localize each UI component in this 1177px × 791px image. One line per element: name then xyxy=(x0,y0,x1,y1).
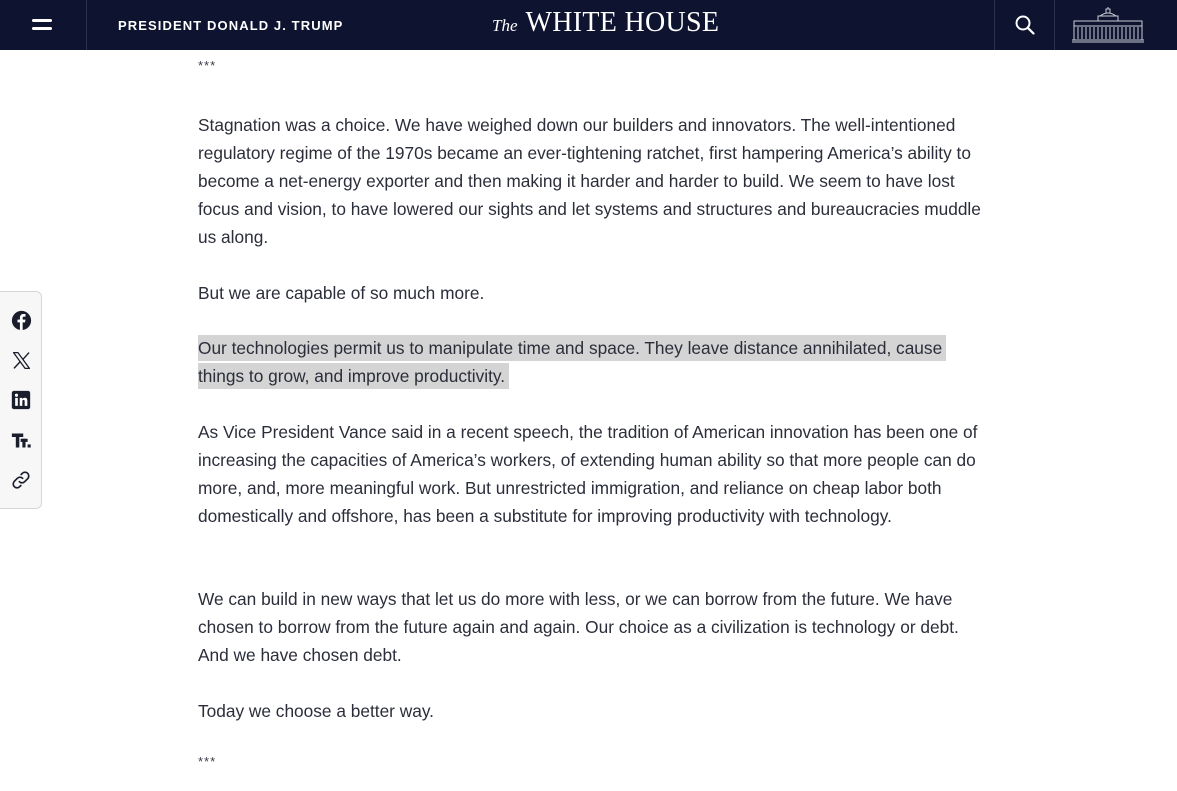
site-header xyxy=(0,0,1177,50)
section-separator: *** xyxy=(198,754,217,769)
copy-link-button[interactable] xyxy=(9,468,33,492)
article-paragraph: We can build in new ways that let us do more with less, or we can borrow from the future. We have chosen to borrow from the future again and again. Our choice as a civilization is technology or debt. And we have chosen debt. xyxy=(198,589,959,665)
share-x-button[interactable] xyxy=(9,348,33,372)
white-house-building-icon[interactable] xyxy=(1070,7,1146,43)
x-icon xyxy=(12,351,31,370)
share-rail xyxy=(0,291,42,509)
article-paragraph: Today we choose a better way. xyxy=(198,701,434,721)
article-paragraph-highlighted xyxy=(198,334,988,390)
copy-link-icon xyxy=(11,470,31,490)
facebook-icon xyxy=(11,310,32,331)
article-paragraph: But we are capable of so much more. xyxy=(198,283,485,303)
white-house-logo[interactable] xyxy=(492,7,719,41)
selected-text-highlight: Our technologies permit us to manipulate time and space. They leave distance annihilated, cause things to grow, and improve productivity. xyxy=(198,335,946,389)
search-icon xyxy=(1015,15,1035,35)
share-truth-social-button[interactable] xyxy=(9,428,33,452)
linkedin-icon xyxy=(11,390,31,410)
section-separator: *** xyxy=(198,58,217,73)
article-paragraph: As Vice President Vance said in a recent speech, the tradition of American innovation has been one of increasing the capacities of America’s workers, of extending human ability so that more people can do more, and, more meaningful work. But unrestricted immigration, and reliance on cheap labor both domestically and offshore, has been a substitute for improving productivity with technology. xyxy=(198,422,978,526)
truth-social-icon xyxy=(11,431,32,450)
president-name-link[interactable]: PRESIDENT DONALD J. TRUMP xyxy=(118,18,344,33)
article-paragraph: Stagnation was a choice. We have weighed down our builders and innovators. The well-intentioned regulatory regime of the 1970s became an ever-tightening ratchet, first hampering America’s ability to become a net-energy exporter and then making it harder and harder to build. We seem to have lost focus and vision, to have lowered our sights and let systems and structures and bureaucracies muddle us along. xyxy=(198,115,981,247)
search-button[interactable] xyxy=(994,0,1055,50)
logo-prefix: The xyxy=(492,16,518,35)
share-linkedin-button[interactable] xyxy=(9,388,33,412)
share-facebook-button[interactable] xyxy=(9,308,33,332)
logo-text: WHITE HOUSE xyxy=(525,7,720,38)
menu-button[interactable] xyxy=(0,0,87,50)
hamburger-menu-icon xyxy=(32,18,54,32)
